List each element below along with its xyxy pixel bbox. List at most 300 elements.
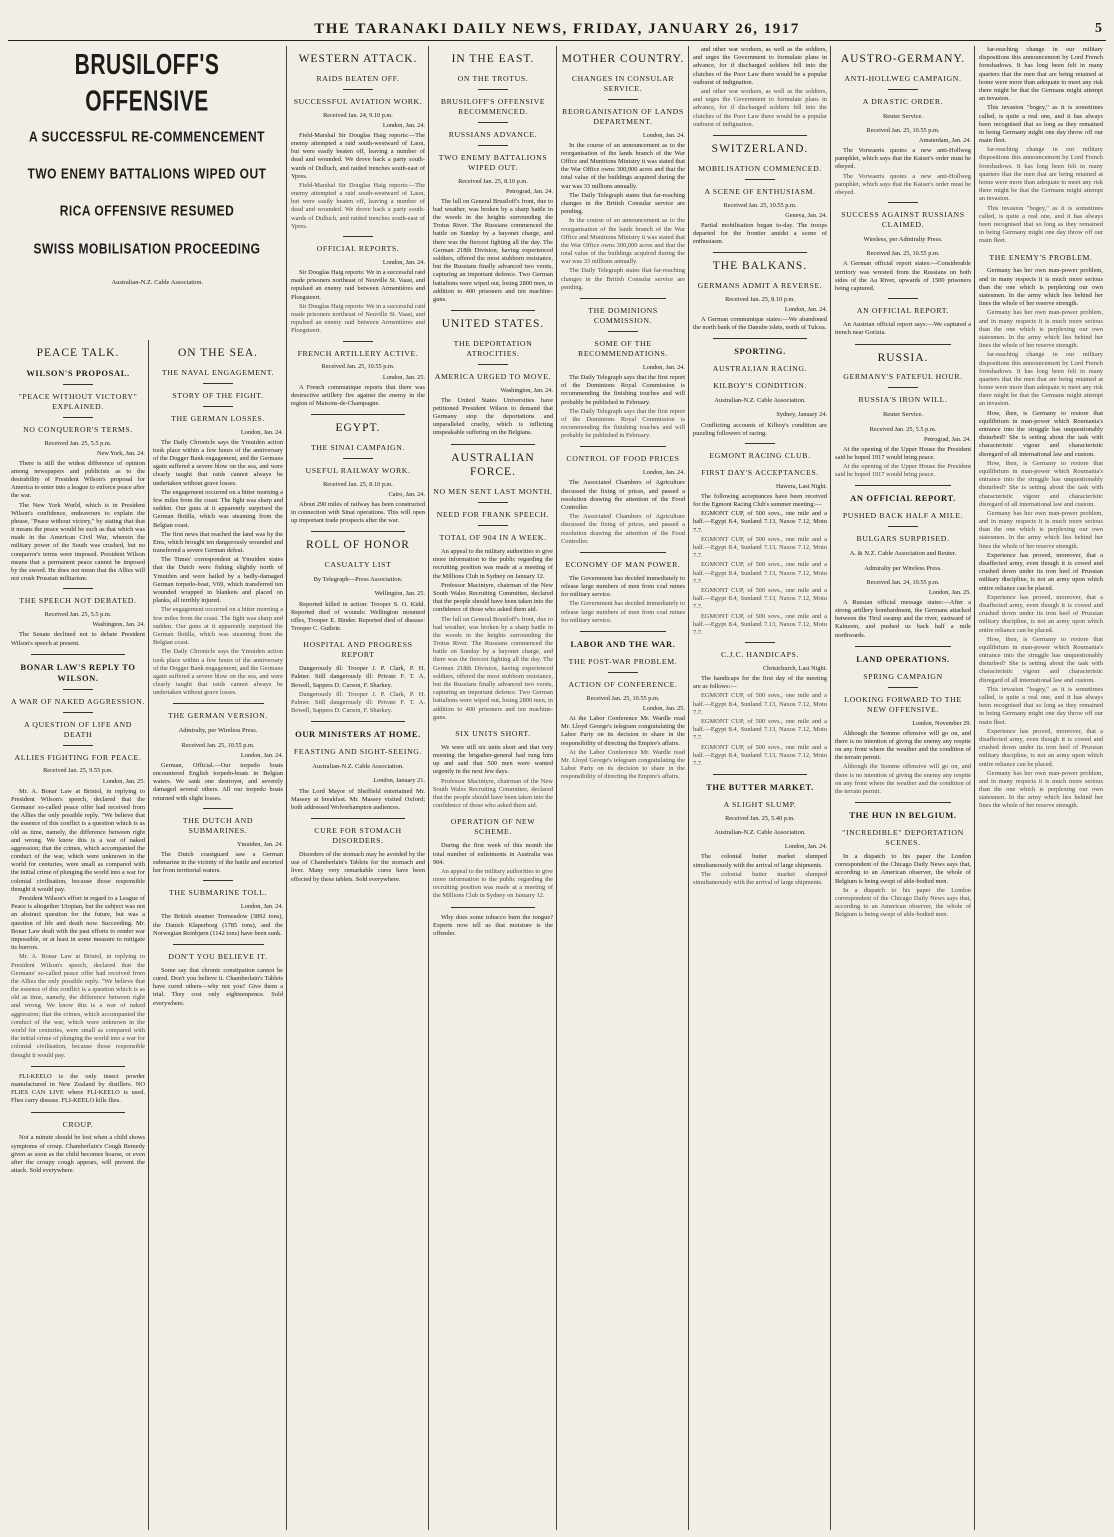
article-austro-germany bbox=[832, 46, 974, 1530]
received-line: Received Jan. 25, 9.55 p.m. bbox=[43, 767, 113, 775]
paragraph: The Associated Chambers of Agriculture discussed the fixing of prices, and passed a resolution drawing the attention of the Food Controller. bbox=[561, 479, 685, 512]
headline: WESTERN ATTACK. bbox=[298, 53, 418, 65]
divider bbox=[63, 689, 93, 690]
divider bbox=[713, 135, 807, 136]
subheadline: THE DOMINIONS COMMISSION. bbox=[588, 306, 658, 325]
divider bbox=[311, 414, 405, 415]
subheadline: TOTAL OF 904 IN A WEEK. bbox=[439, 533, 547, 543]
divider bbox=[888, 687, 918, 688]
subheadline: RUSSIA'S IRON WILL. bbox=[858, 395, 948, 405]
paragraph: Germany has her own man-power problem, and in many respects it is much more serious than the one which is perplexing our own statesmen. In the army which lies behind her lines the whole of her reserve strength. bbox=[979, 769, 1103, 810]
paragraph: Mr. A. Bonar Law at Bristol, in replying to President Wilson's speech, declared that the Germans' so-called peace offer had received from the Allies the only possible reply. "We believe that the essence of this conflict is a question which is as old as time, namely, the difference between right and wrong. We know this is a war of naked aggression; that the crimes, which accompanied the conduct of the war, which were unknown in the world for centuries, were small as compared with the initial crime of plunging the world into a war for colonial civilisation, because those responsible thought it would pay. bbox=[11, 787, 145, 893]
credit-line: Australian-N.Z. Cable Association. bbox=[714, 829, 806, 837]
paragraph: The Lord Mayor of Sheffield entertained Mr. Massey at breakfast. Mr. Massey visited Oxford; both addressed Wolverhampton audiences. bbox=[291, 787, 425, 811]
received-line: Received Jan. 25, 10.55 p.m. bbox=[181, 741, 255, 749]
divider bbox=[855, 646, 950, 647]
paragraph: At the opening of the Upper House the President said he hoped 1917 would bring peace. bbox=[835, 463, 971, 479]
dateline: London, Jan. 25. bbox=[382, 373, 425, 381]
paragraph: The colonial butter market slumped simultaneously with the arrival of large shipments. bbox=[693, 853, 827, 869]
subheadline: PUSHED BACK HALF A MILE. bbox=[842, 511, 964, 521]
subheadline: FEASTING AND SIGHT-SEEING. bbox=[293, 747, 423, 757]
divider bbox=[451, 310, 535, 311]
paragraph: The first news that reached the land was by the Ems, which brought ten dangerously wounded and transferred a severe German defeat. bbox=[153, 530, 283, 555]
paragraph: A French communique reports that there was destructive artillery fire against the enemy in the region of Maisons-de-Champagne. bbox=[291, 383, 425, 407]
headline: UNITED STATES. bbox=[441, 318, 545, 331]
paragraph: Reported killed in action: Trooper S. O. Kidd. Reported died of wounds: Wellington mounted rifles, Trooper E. Binder. Reported died of disease: Trooper C. Guthrie. bbox=[291, 600, 425, 633]
headline: SPORTING. bbox=[734, 346, 786, 357]
paragraph: About 290 miles of railway has been constructed in connection with Sinai operations. This will open up important trade prospects after the war. bbox=[291, 500, 425, 525]
received-line: Received Jan. 25, 10.55 p.m. bbox=[866, 126, 940, 134]
received-line: Received Jan. 25, 8.10 p.m. bbox=[323, 480, 393, 488]
subheadline: RAIDS BEATEN OFF. bbox=[316, 73, 400, 83]
subheadline: "PEACE WITHOUT VICTORY" EXPLAINED. bbox=[18, 391, 138, 411]
received-line: Received Jan. 25, 8.10 p.m. bbox=[725, 295, 795, 303]
headline: MOTHER COUNTRY. bbox=[561, 53, 685, 65]
paragraph: EGMONT CUP, of 500 sovs., one mile and a half.—Egypt 8.4, Sunland 7.13, Naxos 7.12, Motu 7.7. bbox=[693, 586, 827, 611]
subheadline: ON THE TROTUS. bbox=[457, 73, 529, 83]
headline: AUSTRO-GERMANY. bbox=[840, 53, 966, 65]
subheadline: FIRST DAY'S ACCEPTANCES. bbox=[701, 467, 819, 477]
credit-line: Reuter Service. bbox=[882, 411, 924, 419]
divider bbox=[203, 880, 233, 881]
divider bbox=[31, 654, 125, 655]
divider bbox=[311, 721, 405, 722]
paragraph: German, Official.—Our torpedo boats encountered English torpedo-boats in Belgian waters. We sank one destroyer, and severely damaged several others. All our torpedo boats returned with slight losses. bbox=[153, 761, 283, 802]
paragraph: EGMONT CUP, of 500 sovs., one mile and a half.—Egypt 8.4, Sunland 7.13, Naxos 7.12, Motu 7.7. bbox=[693, 718, 827, 742]
subheadline: THE SPEECH NOT DEBATED. bbox=[19, 596, 137, 606]
headline: SWITZERLAND. bbox=[711, 142, 809, 155]
divider bbox=[63, 588, 93, 589]
subheadline: BRUSILOFF'S OFFENSIVE RECOMMENCED. bbox=[440, 96, 546, 116]
divider bbox=[31, 1066, 125, 1067]
advertisement: Disorders of the stomach may be avoided by the use of Chamberlain's Tablets for the stomach and liver. Many very remarkable cures have been effected by these tablets. Sold everywhere. bbox=[291, 851, 425, 883]
paragraph: EGMONT CUP, of 500 sovs., one mile and a half.—Egypt 8.4, Sunland 7.13, Naxos 7.12, Motu 7.7. bbox=[693, 535, 827, 560]
paragraph: President Wilson's effort in regard to a League of Peace is altogether Utopian, but the subject was not an abstract question for the future, but was a question of life and death now. Succeeding, Mr. Bonar Law dealt with the past efforts to render war impossible, or at least in some measure to mitigate its horrors. bbox=[11, 895, 145, 952]
paragraph: The Senate declined not to debate President Wilson's speech at present. bbox=[11, 631, 145, 647]
paragraph: Experience has proved, moreover, that a disaffected army, even though it is cowed and crushed down under its iron heel of Prussian military discipline, is not an army upon which entire reliance can be placed. bbox=[979, 727, 1103, 768]
paragraph: The engagement occurred on a bitter morning a few miles from the coast. The fight was sharp and sudden. Our guns at it apparently surprised the German flotilla, which was steaming from the Belgian coast. bbox=[153, 488, 283, 529]
dateline: Wellington, Jan. 25. bbox=[374, 590, 425, 598]
subheadline: C.J.C. HANDICAPS. bbox=[720, 650, 799, 660]
dateline: New York, Jan. 24. bbox=[96, 449, 145, 457]
paragraph: The Government has decided immediately to release large numbers of men from coal mines for military service. bbox=[561, 600, 685, 624]
received-line: Received Jan. 25, 10.55 p.m. bbox=[866, 250, 940, 258]
paragraph: The lull on General Brusiloff's front, due to bad weather, was broken by a sharp battle in the woods in the heights surrounding the Trotus River. The Russians commenced the battle on Sunday by a bayonet charge, and there was the fiercest fighting all the day. The German 218th Division, having experienced soldiers, offered the most stubborn resistance, but the Russians finally advanced two versts, capturing an important defence. Two German battalions were wiped out, losing 2800 men, in addition to 400 prisoners and ten machine-guns. bbox=[433, 197, 553, 303]
divider bbox=[745, 642, 775, 643]
divider bbox=[888, 202, 918, 203]
subheadline: THE GERMAN VERSION. bbox=[168, 711, 268, 721]
dateline: London, Jan. 25. bbox=[102, 777, 145, 785]
paragraph: A Russian official message states:—After a strong artillery bombardment, the Germans attacked between the Tirul swamp and the river, eastward of Kalnzem, and pushed us back half a mile northwards. bbox=[835, 598, 971, 639]
subheadline: FRENCH ARTILLERY ACTIVE. bbox=[297, 348, 419, 358]
subheadline: ALLIES FIGHTING FOR PEACE. bbox=[14, 752, 142, 762]
divider bbox=[580, 631, 667, 632]
paragraph: far-reaching change in our military dispositions this announcement by Lord French foreshadows. It has long been felt in many quarters that the men that are being retained at home were more than adequate to meet any risk there might be that the Germans might attempt an invasion. bbox=[979, 351, 1103, 408]
received-line: Received Jan. 25, 8.10 p.m. bbox=[458, 177, 528, 185]
subheadline: BONAR LAW'S REPLY TO WILSON. bbox=[20, 661, 136, 683]
subheadline: EGMONT RACING CLUB. bbox=[709, 450, 811, 460]
divider bbox=[888, 89, 918, 90]
subheadline: WILSON'S PROPOSAL. bbox=[26, 367, 130, 378]
received-line: Received Jan. 24, 10.55 p.m. bbox=[866, 578, 940, 586]
headline: ON THE SEA. bbox=[177, 347, 259, 359]
received-line: Received Jan. 25, 10.55 p.m. bbox=[723, 201, 797, 209]
dateline: London, November 29. bbox=[912, 719, 971, 727]
subheadline: REORGANISATION OF LANDS DEPARTMENT. bbox=[562, 106, 684, 126]
subheadline: ACTION OF CONFERENCE. bbox=[568, 679, 678, 689]
paragraph: An appeal to the military authorities to give more information to the public regarding the recruiting position was made at a meeting of the Millions Club in Sydney on January 12. bbox=[433, 867, 553, 900]
paragraph: The Daily Chronicle says the Ymuiden action took place within a few hours of the anniversary of the Dogger Bank engagement, and the Germans again suffered a severe blow on the sea, and were clearly taught that raids cannot always be undertaken without grave losses. bbox=[153, 648, 283, 697]
paragraph: How, then, is Germany to restore that equilibrium in man-power which Roumania's entrance into the struggle has unquestionably disturbed? She is setting about the task with characteristic vigour and characteristic disregard of all international law and custom. bbox=[979, 635, 1103, 684]
paragraph: This invasion "bogey," as it is sometimes called, is quite a real one, and it has always been recognised that so long as they remained in being Germany might one day throw off our main fleet. bbox=[979, 685, 1103, 726]
divider bbox=[343, 458, 373, 459]
dateline: Christchurch, Last Night. bbox=[762, 665, 827, 673]
paragraph: and other war workers, as well as the soldiers, and urges the Government to formulate plans in advance, for if discharged soldiers fell into the clutches of the Poor Law there would be a popular outburst of indignation. bbox=[693, 46, 827, 86]
subheadline: A SCENE OF ENTHUSIASM. bbox=[704, 186, 816, 196]
column-rule bbox=[688, 46, 689, 1530]
paragraph: At the opening of the Upper House the President said he hoped 1917 would bring peace. bbox=[835, 445, 971, 461]
paragraph: The Daily Telegraph says that the first report of the Dominions Royal Commission is recommending the finishing touches and will probably be published in February. bbox=[561, 373, 685, 406]
advertisement: Not a minute should be lost when a child shows symptoms of croup. Chamberlain's Cough Remedy given as soon as the child becomes hoarse, or even after the croupy cough appears, will prevent the attack. Sold everywhere. bbox=[11, 1134, 145, 1175]
divider bbox=[580, 298, 667, 299]
subheadline: THE DUTCH AND SUBMARINES. bbox=[182, 815, 254, 835]
dateline: London, Jan. 24. bbox=[642, 131, 685, 139]
divider bbox=[713, 338, 807, 339]
dateline: Washington, Jan. 24. bbox=[92, 621, 145, 629]
paragraph: far-reaching change in our military dispositions this announcement by Lord French foreshadows. It has long been felt in many quarters that the men that are being retained at home were more than adequate to meet any risk there might be that the Germans might attempt an invasion. bbox=[979, 146, 1103, 203]
subheadline: RUSSIANS ADVANCE. bbox=[448, 129, 538, 139]
paragraph: This invasion "bogey," as it is sometimes called, is quite a real one, and it has always been recognised that so long as they remained in being Germany might one day throw off our main fleet. bbox=[979, 104, 1103, 145]
paragraph: The British steamer Tremeadow (3892 tons), the Danish Klaperborg (1785 tons), and the Norwegian Reinbjørn (1142 tons) have been sunk. bbox=[153, 913, 283, 937]
article-switzerland-sporting bbox=[690, 46, 830, 1530]
paragraph: Germany has her own man-power problem, and in many respects it is much more serious than the one which is perplexing our own statesmen. In the army which lies behind her lines the whole of her reserve strength. bbox=[979, 509, 1103, 550]
headline: OUR MINISTERS AT HOME. bbox=[295, 729, 421, 740]
headline: EGYPT. bbox=[335, 422, 381, 435]
page-number: 5 bbox=[1095, 21, 1102, 36]
article-continuation bbox=[976, 46, 1106, 1530]
paragraph: Field-Marshal Sir Douglas Haig reports:—The enemy attempted a raid south-westward of Laon, but were easily beaten off, leaving a number of dead and wounded. We drove back a party south-wards of Dulluch, and raided trenches south-east of Ypres. bbox=[291, 181, 425, 230]
dateline: London, Jan. 24. bbox=[642, 363, 685, 371]
paragraph: Germany has her own man-power problem, and in many respects it is much more serious than the one which is perplexing our own statesmen. In the army which lies behind her lines the whole of her reserve strength. bbox=[979, 267, 1103, 308]
divider bbox=[478, 364, 508, 365]
subheadline: GERMANS ADMIT A REVERSE. bbox=[697, 280, 823, 290]
paragraph: At the Labor Conference Mr. Wardle read Mr. Lloyd George's telegram congratulating the Labor Party on its decision to share in the responsibility of directing the Empire's affairs. bbox=[561, 748, 685, 781]
headline: PEACE TALK. bbox=[36, 347, 120, 359]
subheadline: AMERICA URGED TO MOVE. bbox=[434, 371, 552, 381]
dateline: London, Jan. 25. bbox=[642, 704, 685, 712]
subheadline: DON'T YOU BELIEVE IT. bbox=[168, 951, 268, 961]
paragraph: In a dispatch to his paper the London correspondent of the Chicago Daily News says that, according to an American observer, the whole of Belgium is being swept of able-bodied men. bbox=[835, 853, 971, 885]
subheadline: USEFUL RAILWAY WORK. bbox=[305, 465, 411, 475]
masthead: THE TARANAKI DAILY NEWS, FRIDAY, JANUARY 26, 1917 bbox=[314, 21, 800, 37]
credit-line: Australian-N.Z. Cable Association. bbox=[312, 763, 404, 771]
paragraph: The Dutch coastguard saw a German submarine in the vicinity of the battle and escorted her from territorial waters. bbox=[153, 850, 283, 875]
column-rule bbox=[148, 340, 149, 1530]
subheadline: CROUP. bbox=[62, 1119, 94, 1129]
dateline: Amsterdam, Jan. 24. bbox=[919, 137, 971, 145]
divider bbox=[63, 417, 93, 418]
credit-line: Australian-N.Z. Cable Association. bbox=[111, 279, 203, 287]
divider bbox=[713, 774, 807, 775]
credit-line: A. & N.Z. Cable Association and Reuter. bbox=[849, 550, 957, 558]
divider bbox=[855, 802, 950, 803]
subheadline: A SLIGHT SLUMP. bbox=[723, 800, 797, 810]
subheadline: CONTROL OF FOOD PRICES bbox=[566, 454, 680, 464]
divider bbox=[478, 89, 508, 90]
divider bbox=[451, 444, 535, 445]
divider bbox=[580, 446, 667, 447]
paragraph: The Vorwaerts quotes a new anti-Hollweg pamphlet, which says that the Kaiser's order must be obeyed. bbox=[835, 147, 971, 171]
subheadline: BULGARS SURPRISED. bbox=[856, 534, 950, 544]
divider bbox=[343, 341, 373, 342]
paragraph: During the first week of this month the total number of enlistments in Australia was 904. bbox=[433, 842, 553, 866]
divider bbox=[451, 907, 535, 908]
received-line: Received Jan. 25, 5.5 p.m. bbox=[869, 425, 937, 433]
paragraph: How, then, is Germany to restore that equilibrium in man-power which Roumania's entrance into the struggle has unquestionably disturbed? She is setting about the task with characteristic vigour and characteristic disregard of all international law and custom. bbox=[979, 459, 1103, 508]
divider bbox=[580, 552, 667, 553]
dateline: Petrograd, Jan. 24. bbox=[923, 435, 971, 443]
dateline: London, January 21. bbox=[373, 777, 425, 785]
subheadline: AN OFFICIAL REPORT. bbox=[856, 306, 950, 316]
paragraph: Conflicting accounts of Kilboy's condition are puzzling followers of racing. bbox=[693, 421, 827, 437]
paragraph: An appeal to the military authorities to give more information to the public regarding the recruiting position was made at a meeting of the Millions Club in Sydney on January 12. bbox=[433, 548, 553, 580]
subheadline: THE SINAI CAMPAIGN. bbox=[310, 442, 406, 452]
paragraph: Dangerously ill: Trooper J. P. Clark, P. H. Palmer. Still dangerously ill: Private F. T. A. Bowell, Sappers D. Carson, F. Sharkey. bbox=[291, 690, 425, 715]
paragraph: At the Labor Conference Mr. Wardle read Mr. Lloyd George's telegram congratulating the Labor Party on its decision to share in the responsibility of directing the Empire's affairs. bbox=[561, 714, 685, 747]
credit-line: Admiralty per Wireless Press. bbox=[864, 564, 942, 572]
paragraph: Mr. A. Bonar Law at Bristol, in replying to President Wilson's speech, declared that the Germans' so-called peace offer had received from the Allies the only possible reply. "We believe that the essence of this conflict is a question which is as old as time, namely, the difference between right and wrong. We know this is a war of naked aggression; that the crimes, which accompanied the conduct of the war, which were unknown in the world for centuries, were small as compared with the initial crime of plunging the world into a war for colonial civilisation, because those responsible thought it would pay. bbox=[11, 953, 145, 1059]
subheadline: THE NAVAL ENGAGEMENT. bbox=[161, 367, 275, 377]
subheadline: NEED FOR FRANK SPEECH. bbox=[436, 510, 550, 520]
dateline: London, Jan. 24. bbox=[240, 903, 283, 911]
subheadline: LOOKING FORWARD TO THE NEW OFFENSIVE. bbox=[844, 694, 962, 714]
headline: AN OFFICIAL REPORT. bbox=[850, 493, 956, 504]
paragraph: Dangerously ill: Trooper J. P. Clark, P. H. Palmer. Still dangerously ill: Private F. T. A. Bowell, Sappers D. Carson, F. Sharkey. bbox=[291, 665, 425, 689]
subheadline: SOME OF THE RECOMMENDATIONS. bbox=[578, 338, 668, 358]
paragraph: far-reaching change in our military dispositions this announcement by Lord French foreshadows. It has long been felt in many quarters that the men that are being retained at home were more than adequate to meet any risk there might be that the Germans might attempt an invasion. bbox=[979, 46, 1103, 103]
paragraph: Professor Macintyre, chairman of the New South Wales Recruiting Committee, declared that the people should have been taken into the confidence of those who asked them aid. bbox=[433, 581, 553, 614]
advertisement: Some say that chronic constipation cannot be cured. Don't you believe it. Chamberlain's Tablets have cured others—why not you? Give them a trial. They cost only eighteenpence. Sold everywhere. bbox=[153, 966, 283, 1007]
headline: THE BALKANS. bbox=[712, 260, 808, 273]
subheadline: SWISS MOBILISATION PROCEEDING bbox=[33, 240, 261, 258]
subheadline: STORY OF THE FIGHT. bbox=[172, 390, 264, 400]
divider bbox=[745, 179, 775, 180]
column-rule bbox=[286, 46, 287, 1530]
divider bbox=[63, 384, 93, 385]
divider bbox=[478, 122, 508, 123]
divider bbox=[745, 443, 775, 444]
divider bbox=[343, 89, 373, 90]
paragraph: The engagement occurred on a bitter morning a few miles from the coast. The fight was sharp and sudden. Our guns at it apparently surprised the German flotilla, which was steaming from the Belgian coast. bbox=[153, 606, 283, 647]
divider bbox=[343, 236, 373, 237]
dateline: Sydney, January 24. bbox=[776, 411, 827, 419]
subheadline: AUSTRALIAN RACING. bbox=[712, 364, 808, 374]
subheadline: HOSPITAL AND PROGRESS REPORT bbox=[303, 640, 413, 660]
paragraph: This invasion "bogey," as it is sometimes called, is quite a real one, and it has always been recognised that so long as they remained in being Germany might one day throw off our main fleet. bbox=[979, 204, 1103, 245]
paragraph: The colonial butter market slumped simultaneously with the arrival of large shipments. bbox=[693, 870, 827, 886]
divider bbox=[311, 818, 405, 819]
headline: ROLL OF HONOR bbox=[306, 539, 410, 552]
credit-line: Admiralty, per Wireless Press. bbox=[178, 727, 258, 735]
headline: AUSTRALIAN FORCE. bbox=[451, 451, 535, 479]
paragraph: The handicaps for the first day of the meeting are as follows:— bbox=[693, 675, 827, 691]
divider bbox=[31, 1112, 125, 1113]
dateline: London, Jan. 24. bbox=[784, 843, 827, 851]
paragraph: The Vorwaerts quotes a new anti-Hollweg pamphlet, which says that the Kaiser's order must be obeyed. bbox=[835, 172, 971, 196]
dateline: Petrograd, Jan. 24. bbox=[505, 187, 553, 195]
dateline: London, Jan. 24. bbox=[382, 258, 425, 266]
paragraph: EGMONT CUP, of 500 sovs., one mile and a half.—Egypt 8.4, Sunland 7.13, Naxos 7.12, Motu 7.7. bbox=[693, 612, 827, 636]
received-line: Received Jan. 25, 5.40 p.m. bbox=[725, 814, 795, 822]
credit-line: Australian-N.Z. Cable Association. bbox=[714, 397, 806, 405]
subheadline: THE ENEMY'S PROBLEM. bbox=[989, 252, 1093, 262]
subheadline: THE DEPORTATION ATROCITIES. bbox=[453, 338, 533, 358]
divider bbox=[855, 344, 950, 345]
paragraph: EGMONT CUP, of 500 sovs., one mile and a half.—Egypt 8.4, Sunland 7.13, Naxos 7.12, Motu 7.7. bbox=[693, 692, 827, 716]
subheadline: OFFICIAL REPORTS. bbox=[316, 244, 400, 253]
article-mother-country bbox=[558, 46, 688, 1530]
subheadline: NO CONQUEROR'S TERMS. bbox=[23, 424, 133, 434]
subheadline: ANTI-HOLLWEG CAMPAIGN. bbox=[844, 73, 962, 83]
article-peace-talk bbox=[8, 340, 148, 1530]
headline: RUSSIA. bbox=[877, 351, 929, 364]
paragraph: The United States Universities have petitioned President Wilson to demand that Germany stop the deportations and unparalleled cruelty, which is inflicting unspeakable suffering on the Belgians. bbox=[433, 396, 553, 437]
divider bbox=[608, 672, 638, 673]
paragraph: and other war workers, as well as the soldiers, and urges the Government to formulate plans in advance, for if discharged soldiers fell into the clutches of the Poor Law there would be a popular outburst of indignation. bbox=[693, 87, 827, 128]
dateline: London, Jan. 25. bbox=[928, 588, 971, 596]
paragraph: EGMONT CUP, of 500 sovs., one mile and a half.—Egypt 8.4, Sunland 7.13, Naxos 7.12, Motu 7.7. bbox=[693, 510, 827, 534]
divider bbox=[608, 331, 638, 332]
divider bbox=[173, 703, 264, 704]
subheadline: CURE FOR STOMACH DISORDERS. bbox=[314, 826, 402, 846]
subheadline: THE SUBMARINE TOLL. bbox=[169, 888, 267, 898]
divider bbox=[63, 745, 93, 746]
divider bbox=[888, 387, 918, 388]
paragraph: The Daily Telegraph states that far-reaching changes in the British Consular service are pending. bbox=[561, 191, 685, 216]
subheadline: GERMANY'S FATEFUL HOUR. bbox=[843, 372, 963, 382]
masthead-bar bbox=[8, 2, 1106, 41]
column-rule bbox=[428, 46, 429, 1530]
paragraph: The Times' correspondent at Ymuiden states that the Dutch were fishing slightly north of Ymuiden and were hailed by a badly-damaged German torpedo-boat, V69, which transferred ten wounded wrapped in blankets and placed on planks, all terribly injured. bbox=[153, 556, 283, 605]
paragraph: Sir Douglas Haig reports: We in a successful raid made prisoners northeast of Neuville St. Vaast, and repulsed an enemy raid between Armentières and Ploegsteert. bbox=[291, 269, 425, 301]
subheadline: SUCCESSFUL AVIATION WORK. bbox=[293, 96, 423, 106]
paragraph: We were still six units short and that very morning the brigadier-general had rung him up and said that 500 men were wanted urgently in the next few days. bbox=[433, 743, 553, 776]
dateline: London, Jan. 24. bbox=[240, 751, 283, 759]
divider bbox=[478, 145, 508, 146]
paragraph: Professor Macintyre, chairman of the New South Wales Recruiting Committee, declared that the people should have been taken into the confidence of those who asked them aid. bbox=[433, 777, 553, 810]
subheadline: ECONOMY OF MAN POWER. bbox=[565, 559, 681, 569]
subheadline: CASUALTY LIST bbox=[324, 560, 392, 570]
subheadline: KILBOY'S CONDITION. bbox=[713, 381, 807, 391]
received-line: Received Jan. 25, 5.5 p.m. bbox=[44, 611, 112, 619]
dateline: London, Jan. 24. bbox=[642, 469, 685, 477]
paragraph: EGMONT CUP, of 500 sovs., one mile and a half.—Egypt 8.4, Sunland 7.13, Naxos 7.12, Motu 7.7. bbox=[693, 743, 827, 767]
paragraph: The New York World, which is in President Wilson's confidence, endeavours to explain the phrase, "Peace without victory," by stating that that it means the peace would be such as that which was made in the American Civil War, wherein the military power of the South was crushed, but no conqueror's terms were imposed. President Wilson means that a permanent peace cannot be imposed by the sword. He does not mean that the Allies will not crush Prussian militarism. bbox=[11, 501, 145, 583]
paragraph: Field-Marshal Sir Douglas Haig reports:—The enemy attempted a raid south-westward of Laon, but were easily beaten off, leaving a number of dead and wounded. We drove back a party south-wards of Dulluch, and raided trenches south-east of Ypres. bbox=[291, 131, 425, 180]
paragraph: Partial mobilisation began to-day. The troops departed for the frontier amidst a scene of enthusiasm. bbox=[693, 221, 827, 245]
paragraph: There is still the widest difference of opinion among newspapers and publicists as to the desirability of President Wilson's proposal for America to enter into a league to enforce peace after the war. bbox=[11, 459, 145, 500]
subheadline: THE POST-WAR PROBLEM. bbox=[568, 656, 678, 666]
dateline: London, Jan. 24. bbox=[240, 428, 283, 436]
subheadline: THE GERMAN LOSSES. bbox=[171, 413, 265, 423]
divider bbox=[888, 298, 918, 299]
paragraph: The Associated Chambers of Agriculture discussed the fixing of prices, and passed a resolution drawing the attention of the Food Controller. bbox=[561, 513, 685, 545]
subheadline: "INCREDIBLE" DEPORTATION SCENES. bbox=[842, 828, 964, 848]
divider bbox=[173, 944, 264, 945]
column-rule bbox=[830, 46, 831, 1530]
credit-line: Reuter Service. bbox=[882, 112, 924, 120]
paragraph: Sir Douglas Haig reports: We in a successful raid made prisoners northeast of Neuville St. Vaast, and repulsed an enemy raid between Armentières and Ploegsteert. bbox=[291, 302, 425, 335]
advertisement: FLI-KEELO is the only insect powder manufactured in New Zealand by distillers. NO FLIES CAN LIVE where FLI-KEELO is used. Flies carry disease. FLI-KEELO kills flies. bbox=[11, 1072, 145, 1105]
headline: LABOR AND THE WAR. bbox=[570, 639, 676, 650]
subheadline: SIX UNITS SHORT. bbox=[455, 728, 531, 738]
divider bbox=[608, 99, 638, 100]
divider bbox=[478, 525, 508, 526]
dateline: Geneva, Jan. 24. bbox=[785, 211, 827, 219]
paragraph: The Daily Telegraph says that the first report of the Dominions Royal Commission is recommending the finishing touches and will probably be published in February. bbox=[561, 407, 685, 440]
paragraph: The Government has decided immediately to release large numbers of men from coal mines for military service. bbox=[561, 574, 685, 599]
paragraph: Germany has her own man-power problem, and in many respects it is much more serious than the one which is perplexing our own statesmen. In the army which lies behind her lines the whole of her reserve strength. bbox=[979, 309, 1103, 350]
dateline: Hawera, Last Night. bbox=[775, 482, 827, 490]
divider bbox=[713, 252, 807, 253]
paragraph: Experience has proved, moreover, that a disaffected army, even though it is cowed and crushed down under its iron heel of Prussian military discipline, is not an army upon which entire reliance can be placed. bbox=[979, 551, 1103, 592]
headline: THE HUN IN BELGIUM. bbox=[849, 810, 957, 821]
subheadline: TWO ENEMY BATTALIONS WIPED OUT bbox=[27, 165, 267, 183]
paragraph: Although the Somme offensive will go on, and there is no intention of giving the enemy any respite on any front where the weather and the condition of the terrain permit. bbox=[835, 729, 971, 762]
column-rule bbox=[556, 46, 557, 1530]
received-line: Received Jan. 25, 10.55 p.m. bbox=[321, 363, 395, 371]
paragraph: EGMONT CUP, of 500 sovs., one mile and a half.—Egypt 8.4, Sunland 7.13, Naxos 7.12, Motu 7.7. bbox=[693, 561, 827, 585]
subheadline: RICA OFFENSIVE RESUMED bbox=[59, 202, 235, 220]
subheadline: A QUESTION OF LIFE AND DEATH bbox=[23, 719, 133, 739]
divider bbox=[63, 712, 93, 713]
divider bbox=[203, 406, 233, 407]
dateline: Ymuiden, Jan. 24. bbox=[237, 840, 283, 848]
received-line: Received Jan. 24, 9.10 p.m. bbox=[323, 111, 393, 119]
credit-line: By Telegraph—Press Association. bbox=[313, 576, 403, 584]
divider bbox=[478, 502, 508, 503]
paragraph: Although the Somme offensive will go on, and there is no intention of giving the enemy any respite on any front where the weather and the condition of the terrain permit. bbox=[835, 763, 971, 795]
paragraph: In a dispatch to his paper the London correspondent of the Chicago Daily News says that, according to an American observer, the whole of Belgium is being swept of able-bodied men. bbox=[835, 886, 971, 919]
headline: THE BUTTER MARKET. bbox=[706, 782, 814, 793]
paragraph: The Daily Chronicle says the Ymuiden action took place within a few hours of the anniversary of the Dogger Bank engagement, and the Germans again suffered a severe blow on the sea, and were clearly taught that raids cannot always be undertaken without grave losses. bbox=[153, 438, 283, 487]
received-line: Received Jan. 25, 5.5 p.m. bbox=[44, 439, 112, 447]
paragraph: Experience has proved, moreover, that a disaffected army, even though it is cowed and crushed down under its iron heel of Prussian military discipline, is not an army upon which entire reliance can be placed. bbox=[979, 593, 1103, 634]
paragraph: The lull on General Brusiloff's front, due to bad weather, was broken by a sharp battle in the woods in the heights surrounding the Trotus River. The Russians commenced the battle on Sunday by a bayonet charge, and there was the fiercest fighting all the day. The German 218th Division, having experienced soldiers, offered the most stubborn resistance, but the Russians finally advanced two versts, capturing an important defence. Two German battalions were wiped out, losing 2800 men, in addition to 400 prisoners and ten machine-guns. bbox=[433, 615, 553, 721]
subheadline: A DRASTIC ORDER. bbox=[862, 96, 944, 106]
article-brusiloff bbox=[8, 46, 286, 346]
headline: IN THE EAST. bbox=[451, 53, 535, 65]
subheadline: SPRING CAMPAIGN bbox=[863, 671, 943, 681]
headline: LAND OPERATIONS. bbox=[856, 653, 950, 664]
paragraph: A German communique states:—We abandoned the north bank of the Danube islets, north of Tulcea. bbox=[693, 315, 827, 332]
subheadline: TWO ENEMY BATTALIONS WIPED OUT. bbox=[438, 152, 548, 172]
paragraph: The Daily Telegraph states that far-reaching changes in the British Consular service are pending. bbox=[561, 267, 685, 291]
subheadline: MOBILISATION COMMENCED. bbox=[698, 163, 822, 173]
article-on-the-sea bbox=[150, 340, 286, 1530]
divider bbox=[311, 531, 405, 532]
received-line: Received Jan. 25, 10.55 p.m. bbox=[586, 694, 660, 702]
divider bbox=[203, 383, 233, 384]
dateline: London, Jan. 24. bbox=[382, 121, 425, 129]
paragraph: An Austrian official report says:—We captured a trench near Gorizia. bbox=[835, 321, 971, 337]
subheadline: A WAR OF NAKED AGGRESSION. bbox=[11, 696, 145, 706]
paragraph: The following acceptances have been received for the Egmont Racing Club's summer meeting:— bbox=[693, 492, 827, 509]
subheadline: OPERATION OF NEW SCHEME. bbox=[450, 817, 536, 837]
subheadline: CHANGES IN CONSULAR SERVICE. bbox=[571, 73, 675, 93]
subheadline: NO MEN SENT LAST MONTH. bbox=[433, 487, 553, 497]
paragraph: In the course of an announcement as to the reorganisation of the lands branch of the War Office and Munitions Ministry it was stated that the War Office owns 300,000 acres and that the total value of the buildings acquired during the war was 33 millions annually. bbox=[561, 217, 685, 266]
